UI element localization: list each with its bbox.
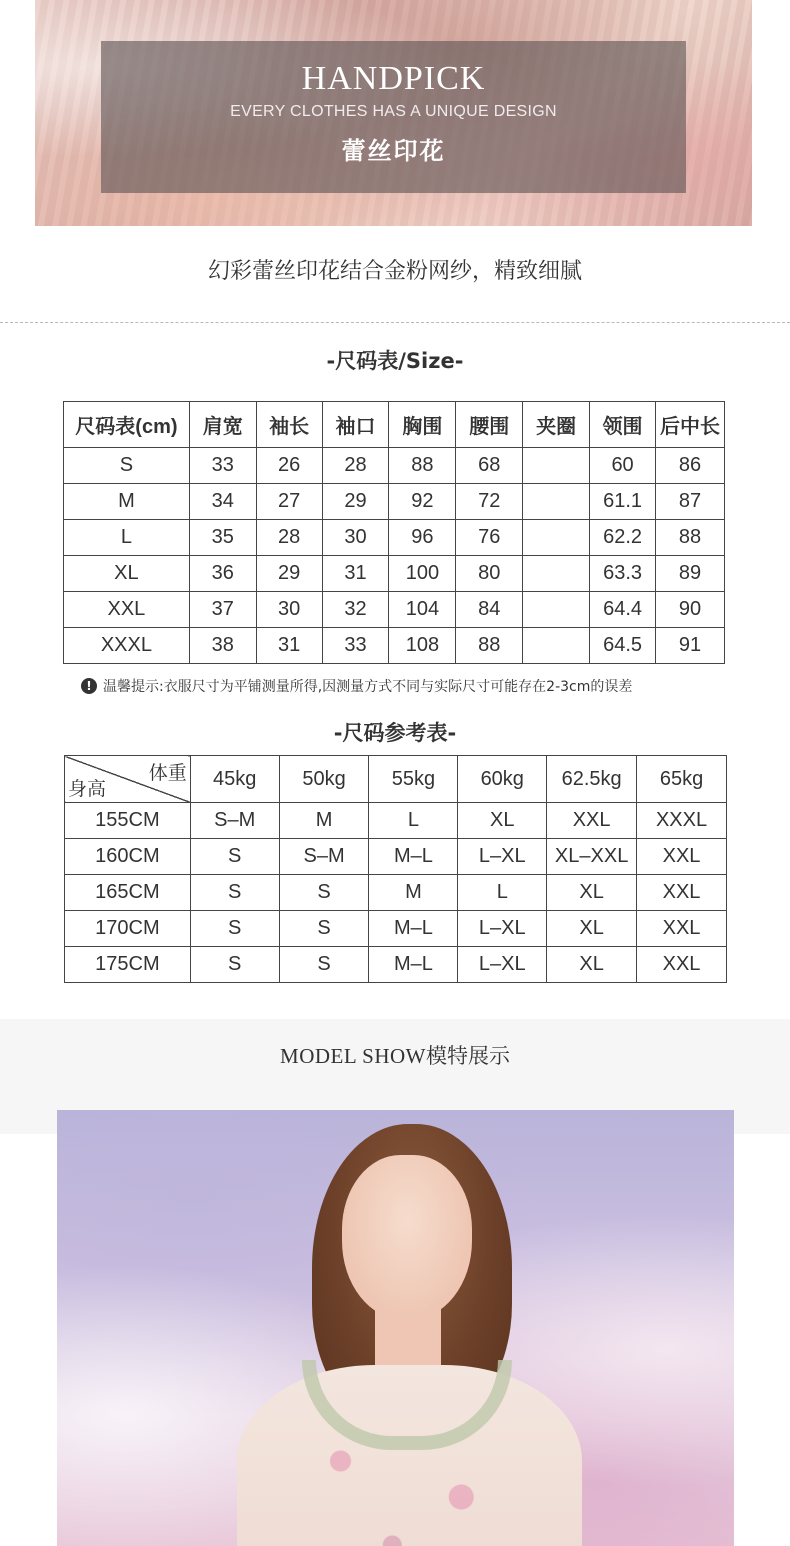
size-value-cell: 88 <box>389 448 456 484</box>
recommended-size-cell: L–XL <box>458 947 547 983</box>
size-value-cell: 72 <box>456 484 523 520</box>
size-value-cell: 60 <box>590 448 656 484</box>
weight-header-cell: 45kg <box>190 756 279 803</box>
size-value-cell: 32 <box>322 592 389 628</box>
recommended-size-cell: S <box>190 947 279 983</box>
size-label-cell: M <box>64 484 190 520</box>
table-row <box>65 875 727 911</box>
height-label-cell: 175CM <box>65 947 191 983</box>
size-table-header <box>64 402 725 448</box>
weight-header-cell: 62.5kg <box>547 756 637 803</box>
recommended-size-cell: XL <box>458 803 547 839</box>
size-value-cell: 64.4 <box>590 592 656 628</box>
weight-axis-label: 体重 <box>148 763 187 784</box>
size-value-cell <box>523 628 590 664</box>
size-header-cell: 尺码表(cm) <box>64 402 190 448</box>
recommended-size-cell: M <box>279 803 369 839</box>
recommended-size-cell: XL–XXL <box>547 839 637 875</box>
model-show-cn: 模特展示 <box>425 1044 510 1068</box>
hero-cn-title: 蕾丝印花 <box>341 137 446 165</box>
size-value-cell: 30 <box>322 520 389 556</box>
size-reference-table <box>64 755 727 983</box>
size-value-cell: 26 <box>256 448 322 484</box>
recommended-size-cell: M <box>369 875 458 911</box>
size-value-cell: 84 <box>456 592 523 628</box>
recommended-size-cell: L–XL <box>458 911 547 947</box>
size-value-cell: 36 <box>189 556 256 592</box>
size-value-cell <box>523 556 590 592</box>
recommended-size-cell: M–L <box>369 947 458 983</box>
size-value-cell: 88 <box>656 520 725 556</box>
size-value-cell: 88 <box>456 628 523 664</box>
table-row <box>65 947 727 983</box>
table-row <box>64 556 725 592</box>
model-show-title <box>0 1040 790 1070</box>
size-value-cell: 37 <box>189 592 256 628</box>
recommended-size-cell: XL <box>547 875 637 911</box>
size-value-cell: 89 <box>656 556 725 592</box>
recommended-size-cell: L–XL <box>458 839 547 875</box>
size-notice <box>81 676 632 696</box>
recommended-size-cell: L <box>458 875 547 911</box>
size-value-cell: 87 <box>656 484 725 520</box>
size-header-cell: 胸围 <box>389 402 456 448</box>
hero-banner <box>35 0 752 226</box>
size-value-cell: 63.3 <box>590 556 656 592</box>
notice-text: 温馨提示:衣服尺寸为平铺测量所得,因测量方式不同与实际尺寸可能存在2-3cm的误差 <box>103 679 633 695</box>
size-header-cell: 肩宽 <box>189 402 256 448</box>
weight-header-cell: 60kg <box>458 756 547 803</box>
table-row <box>64 448 725 484</box>
size-value-cell: 62.2 <box>590 520 656 556</box>
height-axis-label: 身高 <box>68 779 107 800</box>
size-value-cell: 96 <box>389 520 456 556</box>
table-row <box>64 520 725 556</box>
table-row <box>64 484 725 520</box>
table-row <box>65 803 727 839</box>
size-label-cell: L <box>64 520 190 556</box>
size-table <box>63 401 725 664</box>
ref-table-title: -尺码参考表- <box>333 721 457 745</box>
size-header-cell: 袖口 <box>322 402 389 448</box>
size-table-title: -尺码表/Size- <box>326 349 464 373</box>
size-value-cell: 61.1 <box>590 484 656 520</box>
size-header-cell: 袖长 <box>256 402 322 448</box>
table-row <box>64 592 725 628</box>
size-value-cell: 27 <box>256 484 322 520</box>
recommended-size-cell: S <box>190 911 279 947</box>
recommended-size-cell: XXL <box>547 803 637 839</box>
recommended-size-cell: S <box>279 875 369 911</box>
recommended-size-cell: XL <box>547 911 637 947</box>
recommended-size-cell: S–M <box>279 839 369 875</box>
size-value-cell: 31 <box>256 628 322 664</box>
size-value-cell: 76 <box>456 520 523 556</box>
weight-header-cell: 55kg <box>369 756 458 803</box>
recommended-size-cell: S <box>190 875 279 911</box>
recommended-size-cell: XXXL <box>637 803 727 839</box>
size-value-cell: 31 <box>322 556 389 592</box>
size-value-cell <box>523 520 590 556</box>
table-row <box>64 628 725 664</box>
size-value-cell: 35 <box>189 520 256 556</box>
size-value-cell: 64.5 <box>590 628 656 664</box>
weight-header-cell: 50kg <box>279 756 369 803</box>
hero-title: HANDPICK <box>301 60 486 97</box>
recommended-size-cell: S <box>279 911 369 947</box>
recommended-size-cell: S <box>279 947 369 983</box>
height-label-cell: 165CM <box>65 875 191 911</box>
recommended-size-cell: XXL <box>637 875 727 911</box>
size-value-cell: 91 <box>656 628 725 664</box>
recommended-size-cell: S <box>190 839 279 875</box>
size-label-cell: S <box>64 448 190 484</box>
exclamation-icon: ! <box>81 678 97 694</box>
size-label-cell: XXL <box>64 592 190 628</box>
size-header-cell: 夹圈 <box>523 402 590 448</box>
size-value-cell: 90 <box>656 592 725 628</box>
size-value-cell: 34 <box>189 484 256 520</box>
size-label-cell: XL <box>64 556 190 592</box>
size-value-cell: 38 <box>189 628 256 664</box>
table-row <box>65 911 727 947</box>
recommended-size-cell: S–M <box>190 803 279 839</box>
dashed-divider <box>0 322 790 323</box>
size-value-cell <box>523 484 590 520</box>
size-value-cell: 29 <box>256 556 322 592</box>
size-label-cell: XXXL <box>64 628 190 664</box>
size-value-cell: 86 <box>656 448 725 484</box>
size-value-cell: 30 <box>256 592 322 628</box>
size-value-cell <box>523 592 590 628</box>
recommended-size-cell: L <box>369 803 458 839</box>
recommended-size-cell: XXL <box>637 947 727 983</box>
height-label-cell: 170CM <box>65 911 191 947</box>
fabric-description: 幻彩蕾丝印花结合金粉网纱，精致细腻 <box>207 259 582 284</box>
recommended-size-cell: M–L <box>369 911 458 947</box>
table-row <box>65 839 727 875</box>
recommended-size-cell: XL <box>547 947 637 983</box>
size-header-cell: 后中长 <box>656 402 725 448</box>
ref-table-header <box>65 756 727 803</box>
size-value-cell: 28 <box>256 520 322 556</box>
height-label-cell: 160CM <box>65 839 191 875</box>
size-value-cell <box>523 448 590 484</box>
height-weight-corner-cell <box>65 756 191 803</box>
size-value-cell: 80 <box>456 556 523 592</box>
recommended-size-cell: XXL <box>637 839 727 875</box>
size-header-cell: 领围 <box>590 402 656 448</box>
recommended-size-cell: M–L <box>369 839 458 875</box>
size-value-cell: 104 <box>389 592 456 628</box>
model-face <box>342 1155 472 1320</box>
size-value-cell: 100 <box>389 556 456 592</box>
recommended-size-cell: XXL <box>637 911 727 947</box>
size-value-cell: 92 <box>389 484 456 520</box>
height-label-cell: 155CM <box>65 803 191 839</box>
size-value-cell: 29 <box>322 484 389 520</box>
size-value-cell: 33 <box>189 448 256 484</box>
size-value-cell: 108 <box>389 628 456 664</box>
hero-subtitle: EVERY CLOTHES HAS A UNIQUE DESIGN <box>230 103 557 120</box>
model-show-en: MODEL SHOW <box>280 1044 426 1068</box>
size-header-cell: 腰围 <box>456 402 523 448</box>
size-value-cell: 33 <box>322 628 389 664</box>
hero-caption-panel <box>101 41 686 193</box>
size-value-cell: 68 <box>456 448 523 484</box>
model-photo <box>57 1110 734 1546</box>
size-value-cell: 28 <box>322 448 389 484</box>
weight-header-cell: 65kg <box>637 756 727 803</box>
